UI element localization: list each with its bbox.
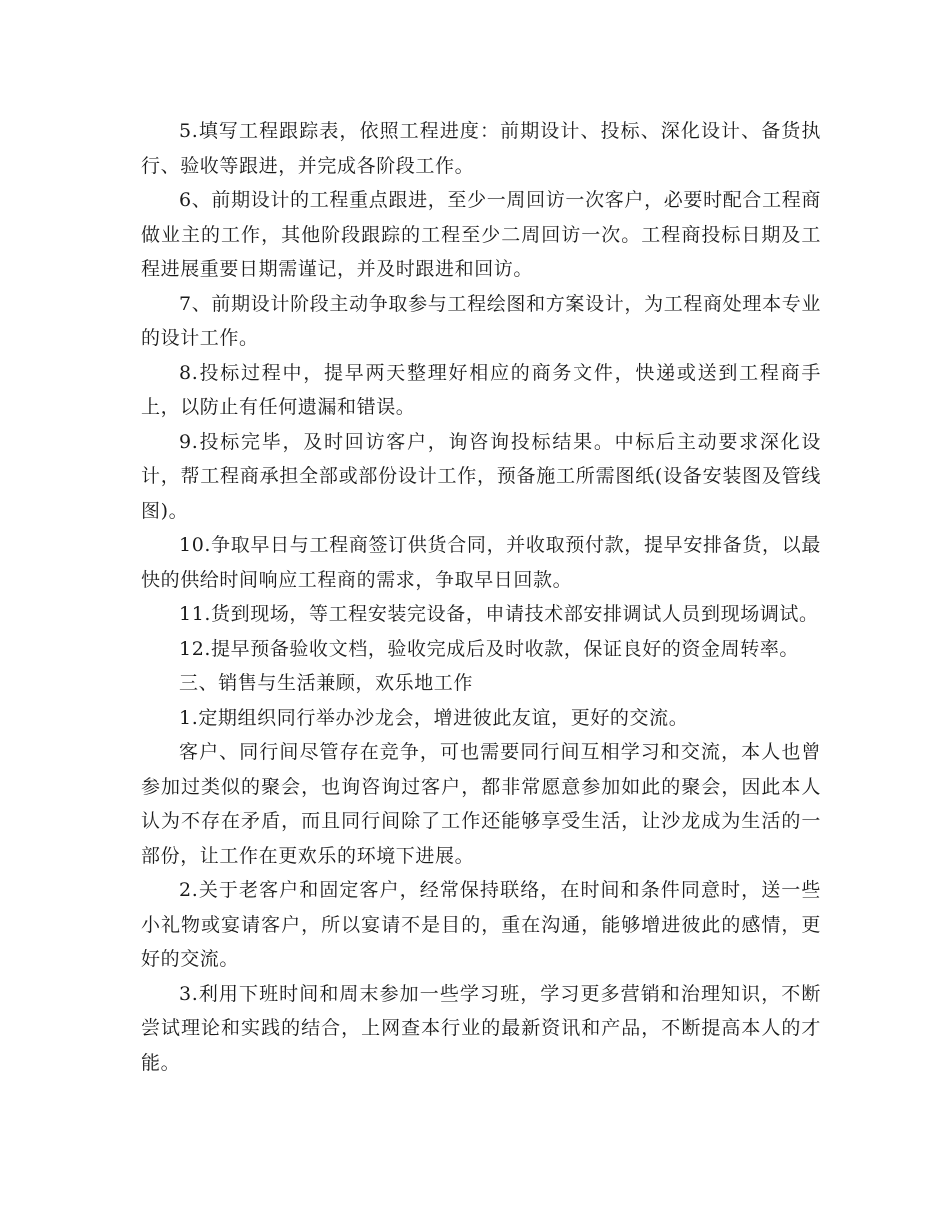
paragraph-item-9: 9.投标完毕，及时回访客户，询咨询投标结果。中标后主动要求深化设计，帮工程商承担全部或部份设计工作，预备施工所需图纸(设备安装图及管线图)。 [141, 430, 821, 522]
paragraph-item-10: 10.争取早日与工程商签订供货合同，并收取预付款，提早安排备货，以最快的供给时间响应工程商的需求，争取早日回款。 [141, 534, 821, 591]
paragraph-item-7: 7、前期设计阶段主动争取参与工程绘图和方案设计，为工程商处理本专业的设计工作。 [141, 292, 821, 349]
paragraph-item-s3-1-detail: 客户、同行间尽管存在竞争，可也需要同行间互相学习和交流，本人也曾参加过类似的聚会，也询咨询过客户，都非常愿意参加如此的聚会，因此本人认为不存在矛盾，而且同行间除了工作还能够享受生活，让沙龙成为生活的一部份，让工作在更欢乐的环境下进展。 [141, 741, 821, 867]
paragraph-item-8: 8.投标过程中，提早两天整理好相应的商务文件，快递或送到工程商手上，以防止有任何遗漏和错误。 [141, 361, 821, 418]
paragraph-item-s3-2: 2.关于老客户和固定客户，经常保持联络，在时间和条件同意时，送一些小礼物或宴请客户，所以宴请不是目的，重在沟通，能够增进彼此的感情，更好的交流。 [141, 879, 821, 970]
paragraph-item-s3-1: 1.定期组织同行举办沙龙会，增进彼此友谊，更好的交流。 [179, 706, 689, 729]
paragraph-item-11: 11.货到现场，等工程安装完设备，申请技术部安排调试人员到现场调试。 [179, 603, 819, 625]
section-heading-3: 三、销售与生活兼顾，欢乐地工作 [179, 672, 474, 694]
paragraph-item-6: 6、前期设计的工程重点跟进，至少一周回访一次客户，必要时配合工程商做业主的工作，其他阶段跟踪的工程至少二周回访一次。工程商投标日期及工程进展重要日期需谨记，并及时跟进和回访。 [141, 189, 821, 280]
paragraph-item-5: 5.填写工程跟踪表，依照工程进度：前期设计、投标、深化设计、备货执行、验收等跟进，并完成各阶段工作。 [141, 120, 821, 177]
document-body [141, 114, 821, 1080]
paragraph-item-12: 12.提早预备验收文档，验收完成后及时收款，保证良好的资金周转率。 [179, 637, 800, 660]
paragraph-item-s3-3: 3.利用下班时间和周末参加一些学习班，学习更多营销和治理知识，不断尝试理论和实践的结合，上网查本行业的最新资讯和产品，不断提高本人的才能。 [141, 982, 821, 1074]
